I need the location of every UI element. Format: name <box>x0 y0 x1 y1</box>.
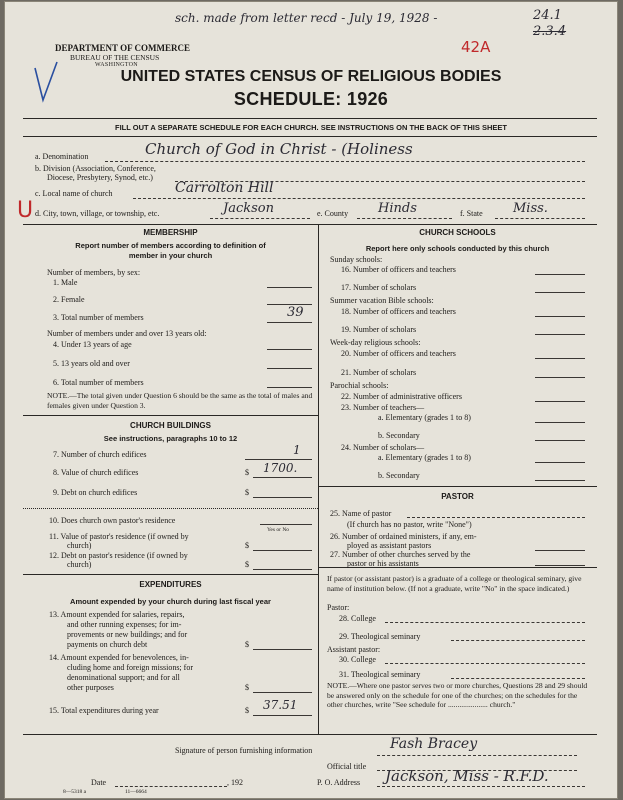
bureau-name: BUREAU OF THE CENSUS <box>70 53 160 62</box>
official-title-label: Official title <box>327 762 367 771</box>
q13-line-3: provements or new buildings; and for <box>67 630 188 639</box>
q23b-field[interactable] <box>535 440 585 441</box>
q13-field[interactable] <box>253 649 312 650</box>
q29-label: 29. Theological seminary <box>339 632 421 641</box>
q13-line-4: payments on church debt <box>67 640 148 649</box>
q26-field[interactable] <box>535 550 585 551</box>
q20-field[interactable] <box>535 358 585 359</box>
q23a-label: a. Elementary (grades 1 to 8) <box>378 413 471 422</box>
graduate-note: If pastor (or assistant pastor) is a graduate of a college or theological seminary, give name of institution below. (If not a graduate, write "No" in the space indicated.) <box>327 574 582 593</box>
signature-value: Fash Bracey <box>390 736 478 752</box>
q12-residence-debt-label-2: church) <box>67 560 92 569</box>
q6-total-label: 6. Total number of members <box>53 378 144 387</box>
yes-no-hint: Yes or No <box>267 527 290 533</box>
form-title: UNITED STATES CENSUS OF RELIGIOUS BODIES <box>120 68 502 85</box>
po-address-value: Jackson, Miss - R.F.D. <box>385 767 549 785</box>
print-number: 11—6664 <box>125 789 147 795</box>
q6-total-field[interactable] <box>267 387 312 388</box>
county-value: Hinds <box>378 201 417 216</box>
sunday-schools-label: Sunday schools: <box>330 255 383 264</box>
q11-residence-value-label-2: church) <box>67 541 92 550</box>
q9-dollar-sign: $ <box>245 488 249 497</box>
q24b-label: b. Secondary <box>378 471 420 480</box>
denomination-label: a. Denomination <box>35 152 89 161</box>
q28-field[interactable] <box>385 622 585 623</box>
membership-note: NOTE.—The total given under Question 6 should be the same as the total of males and females given under Question 3. <box>47 391 313 410</box>
q26-label: 26. Number of ordained ministers, if any, em- <box>330 532 477 541</box>
q26-label-2: ployed as assistant pastors <box>347 541 432 550</box>
county-field[interactable] <box>357 218 452 219</box>
q18-label: 18. Number of officers and teachers <box>341 307 456 316</box>
state-field[interactable] <box>495 218 585 219</box>
local-name-field[interactable] <box>133 198 585 199</box>
q9-debt-field[interactable] <box>253 497 312 498</box>
schools-heading: CHURCH SCHOOLS <box>419 228 496 237</box>
assistant-pastor-label: Assistant pastor: <box>327 645 381 654</box>
city-label: d. City, town, village, or township, etc. <box>35 209 160 218</box>
q16-field[interactable] <box>535 274 585 275</box>
q1-male-label: 1. Male <box>53 278 78 287</box>
expenditures-heading: EXPENDITURES <box>139 580 202 589</box>
q8-value-label: 8. Value of church edifices <box>53 468 139 477</box>
q17-label: 17. Number of scholars <box>341 283 417 292</box>
q9-debt-label: 9. Debt on church edifices <box>53 488 138 497</box>
q3-total-value: 39 <box>287 305 304 320</box>
q21-field[interactable] <box>535 377 585 378</box>
top-handwritten-note: sch. made from letter recd - July 19, 1928 - <box>175 11 438 25</box>
city-field[interactable] <box>210 218 310 219</box>
denomination-field[interactable] <box>105 161 585 162</box>
division-label-2: Diocese, Presbytery, Synod, etc.) <box>47 173 153 182</box>
q15-total-field[interactable] <box>253 715 312 716</box>
q13-line-2: and other running expenses; for im- <box>67 620 182 629</box>
form-number: 8—5318 a <box>63 789 87 795</box>
q3-total-label: 3. Total number of members <box>53 313 144 322</box>
q15-dollar-sign: $ <box>245 706 249 715</box>
q19-label: 19. Number of scholars <box>341 325 417 334</box>
q29-field[interactable] <box>451 640 585 641</box>
city-value: Jackson <box>223 201 274 216</box>
q31-label: 31. Theological seminary <box>339 670 421 679</box>
q8-value-value: 1700. <box>263 461 298 475</box>
expenditures-subheading: Amount expended by your church during last fiscal year <box>70 597 271 606</box>
top-right-number-2: 2.3.4 <box>533 24 567 39</box>
q27-label-2: pastor or his assistants <box>347 559 419 568</box>
q1-male-field[interactable] <box>267 287 312 288</box>
q13-dollar-sign: $ <box>245 640 249 649</box>
q14-line-1: 14. Amount expended for benevolences, in- <box>49 653 189 662</box>
q3-total-field[interactable] <box>267 322 312 323</box>
division-label: b. Division (Association, Conference, <box>35 164 156 173</box>
q12-residence-debt-field[interactable] <box>253 569 312 570</box>
parochial-schools-label: Parochial schools: <box>330 381 389 390</box>
q10-owns-residence-field[interactable] <box>260 524 312 525</box>
q24a-field[interactable] <box>535 462 585 463</box>
membership-subheading-2: member in your church <box>128 251 213 260</box>
po-address-label: P. O. Address <box>317 778 361 787</box>
q7-edifices-label: 7. Number of church edifices <box>53 450 147 459</box>
local-name-value: Carrolton Hill <box>175 180 274 196</box>
q27-field[interactable] <box>535 565 585 566</box>
q8-dollar-sign: $ <box>245 468 249 477</box>
q14-line-3: denominational support; and for all <box>67 673 180 682</box>
denomination-value: Church of God in Christ - (Holiness <box>145 140 413 158</box>
q16-label: 16. Number of officers and teachers <box>341 265 456 274</box>
q24a-label: a. Elementary (grades 1 to 8) <box>378 453 471 462</box>
local-name-label: c. Local name of church <box>35 189 113 198</box>
q22-field[interactable] <box>535 401 585 402</box>
dept-name: DEPARTMENT OF COMMERCE <box>55 43 191 53</box>
q13-line-1: 13. Amount expended for salaries, repairs, <box>49 610 185 619</box>
q15-total-label: 15. Total expenditures during year <box>49 706 159 715</box>
date-year: , 192 <box>227 778 243 787</box>
schools-subheading: Report here only schools conducted by this church <box>365 244 550 253</box>
top-right-number-1: 24.1 <box>533 8 562 23</box>
q22-label: 22. Number of administrative officers <box>341 392 462 401</box>
census-schedule-sheet <box>5 2 617 798</box>
date-label: Date <box>91 778 107 787</box>
q15-total-value: 37.51 <box>263 698 298 712</box>
q7-edifices-field[interactable] <box>245 459 312 460</box>
signature-label: Signature of person furnishing information <box>175 746 313 755</box>
q12-dollar-sign: $ <box>245 560 249 569</box>
q12-residence-debt-label: 12. Debt on pastor's residence (if owned by <box>49 551 188 560</box>
q11-residence-value-label: 11. Value of pastor's residence (if owned by <box>49 532 189 541</box>
q8-value-field[interactable] <box>253 477 312 478</box>
under-over-label: Number of members under and over 13 years old: <box>47 329 207 338</box>
q11-dollar-sign: $ <box>245 541 249 550</box>
q14-line-4: other purposes <box>67 683 114 692</box>
q11-residence-value-field[interactable] <box>253 550 312 551</box>
po-address-field[interactable] <box>377 786 585 787</box>
state-label: f. State <box>460 209 483 218</box>
date-field[interactable] <box>115 786 227 787</box>
weekday-schools-label: Week-day religious schools: <box>330 338 421 347</box>
q5-13-and-over-label: 5. 13 years old and over <box>53 359 130 368</box>
q14-field[interactable] <box>253 692 312 693</box>
q4-under-13-label: 4. Under 13 years of age <box>53 340 132 349</box>
pastor-note: NOTE.—Where one pastor serves two or more churches, Questions 28 and 29 should be answered only on the schedule for one of the churches; on the schedules for the other churches, write "See schedule for ..................... church." <box>327 681 588 709</box>
red-code-42a: 42A <box>461 38 491 56</box>
q30-field[interactable] <box>385 663 585 664</box>
q23-label: 23. Number of teachers— <box>341 403 425 412</box>
buildings-subheading: See instructions, paragraphs 10 to 12 <box>103 434 238 443</box>
schedule-title: SCHEDULE: 1926 <box>233 89 389 109</box>
q23b-label: b. Secondary <box>378 431 420 440</box>
county-label: e. County <box>317 209 349 218</box>
pastor-heading: PASTOR <box>441 492 474 501</box>
q27-label: 27. Number of other churches served by the <box>330 550 471 559</box>
q5-13-and-over-field[interactable] <box>267 368 312 369</box>
q7-edifices-value: 1 <box>293 443 301 457</box>
q10-owns-residence-label: 10. Does church own pastor's residence <box>49 516 176 525</box>
instruction-line: FILL OUT A SEPARATE SCHEDULE FOR EACH CHURCH. SEE INSTRUCTIONS ON THE BACK OF THIS SHEET <box>115 123 507 132</box>
membership-heading: MEMBERSHIP <box>143 228 198 237</box>
q25-label: 25. Name of pastor <box>330 509 392 518</box>
pastor-label: Pastor: <box>327 603 350 612</box>
signature-field[interactable] <box>377 755 577 756</box>
q2-female-label: 2. Female <box>53 295 85 304</box>
q18-field[interactable] <box>535 316 585 317</box>
q24b-field[interactable] <box>535 480 585 481</box>
red-letter-u: U <box>17 198 34 223</box>
summer-schools-label: Summer vacation Bible schools: <box>330 296 434 305</box>
q21-label: 21. Number of scholars <box>341 368 417 377</box>
q20-label: 20. Number of officers and teachers <box>341 349 456 358</box>
state-value: Miss. <box>513 201 548 216</box>
buildings-heading: CHURCH BUILDINGS <box>130 421 211 430</box>
q4-under-13-field[interactable] <box>267 349 312 350</box>
q14-dollar-sign: $ <box>245 683 249 692</box>
washington-label: WASHINGTON <box>95 62 138 68</box>
q30-label: 30. College <box>339 655 376 664</box>
q17-field[interactable] <box>535 292 585 293</box>
q31-field[interactable] <box>451 678 585 679</box>
q19-field[interactable] <box>535 334 585 335</box>
q25-field[interactable] <box>407 517 585 518</box>
q25-note: (If church has no pastor, write "None") <box>347 520 472 529</box>
members-by-sex-label: Number of members, by sex: <box>47 268 141 277</box>
q14-line-2: cluding home and foreign missions; for <box>67 663 193 672</box>
q23a-field[interactable] <box>535 422 585 423</box>
q24-label: 24. Number of scholars— <box>341 443 425 452</box>
membership-subheading-1: Report number of members according to definition of <box>75 241 266 250</box>
q28-label: 28. College <box>339 614 376 623</box>
